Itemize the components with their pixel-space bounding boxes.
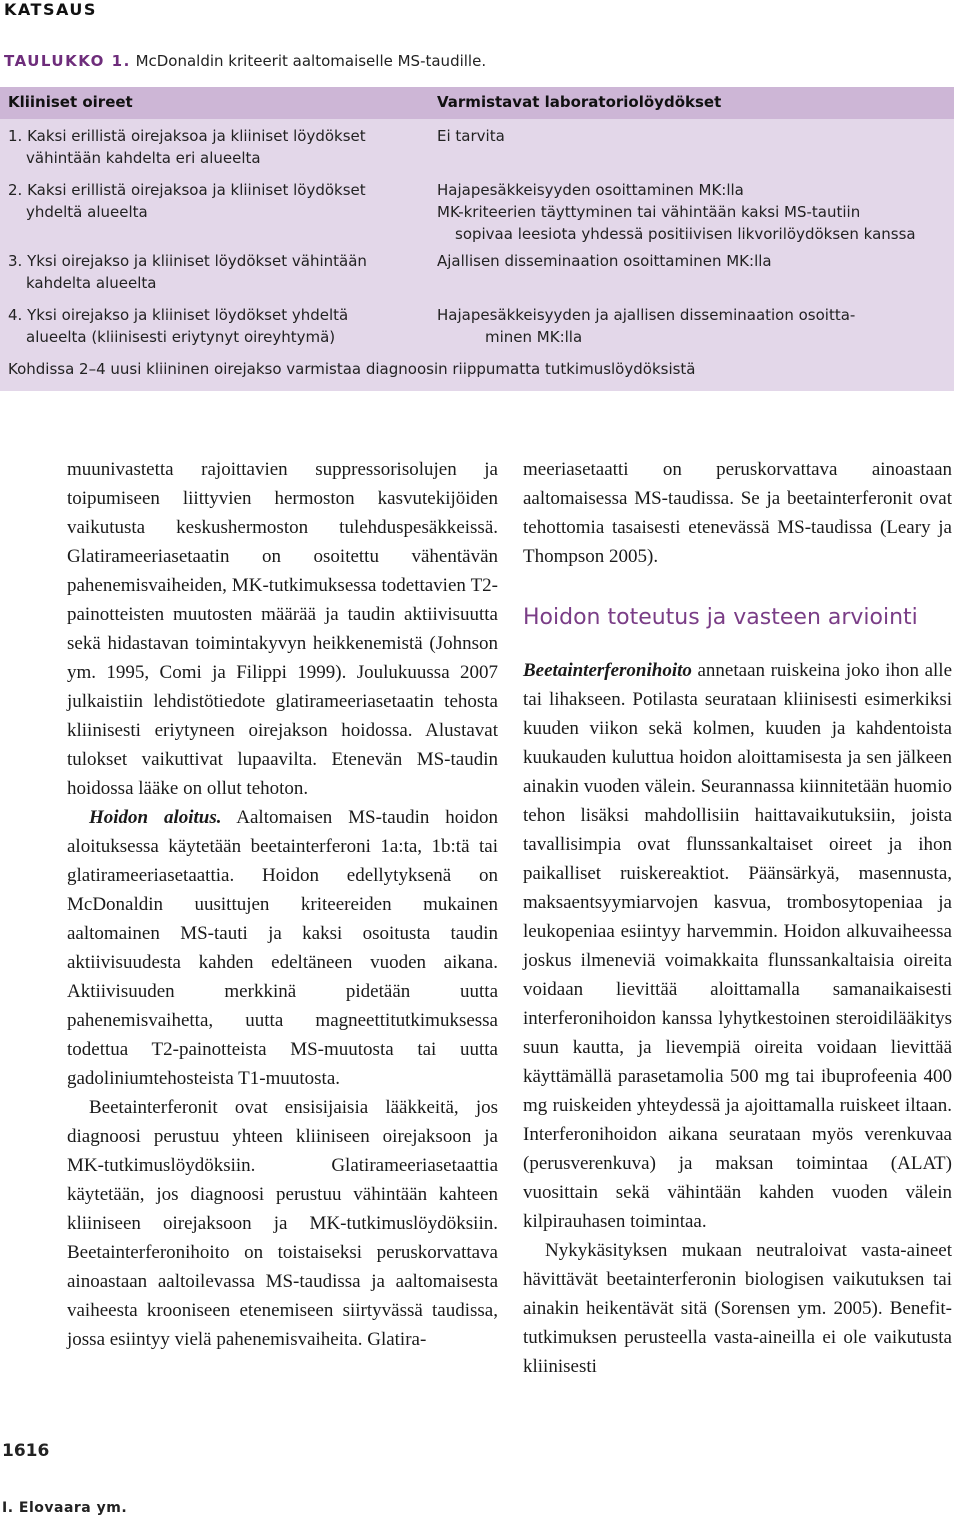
table-row-4-right: Hajapesäkkeisyyden ja ajallisen disseminaation osoitta- minen MK:lla [437,306,856,346]
table-row-1-right: Ei tarvita [437,127,505,145]
paragraph: Nykykäsityksen mukaan neutraloivat vasta-aineet hävittävät beetainterferonin biologisen vaikutuksen tai ainakin heikentävät sitä (Sorensen ym. 2005). Benefit-tutkimuksen perusteella vasta-aineilla ei ole vaikutusta kliinisesti [523,1240,952,1377]
table-row-2-left: 2. Kaksi erillistä oirejaksoa ja kliiniset löydökset yhdeltä alueelta [8,181,366,221]
right-text-column [523,455,952,1381]
page-number: 1616 [2,1441,50,1461]
header-clinical-symptoms: Kliiniset oireet [8,93,133,111]
paragraph-lead: Beetainterferonihoito [523,660,692,681]
left-text-column [67,455,498,1354]
table-caption [4,52,486,70]
table-row-3-right: Ajallisen disseminaation osoittaminen MK:lla [437,252,772,270]
table-label: TAULUKKO 1. [4,52,131,70]
paragraph: Beetainterferonit ovat ensisijaisia lääkkeitä, jos diagnoosi perustuu yhteen kliiniseen oirejaksoon ja MK-tutkimuslöydöksiin. Glatirameeriasetaattia käytetään, jos diagnoosi perustuu vähintään kahteen kliiniseen oirejaksoon ja MK-tutkimuslöydöksiin. Beetainterferonihoito on toistaiseksi peruskorvattava ainoastaan aaltoilevassa MS-taudissa ja aaltomaisesta vaiheesta krooniseen etenemiseen siirtyvässä taudissa, jossa esiintyy vielä pahenemisvaiheita. Glatira- [67,1097,498,1350]
paragraph: Hoidon aloitus. Aaltomaisen MS-taudin hoidon aloituksessa käytetään beetainterferoni 1a:ta, 1b:tä tai glatirameeriasetaattia. Hoidon edellytyksenä on McDonaldin uusittujen kriteereiden mukainen aaltomainen MS-tauti ja kaksi osoitusta taudin aktiivisuudesta kahden edeltäneen vuoden aikana. Aktiivisuuden merkkinä pidetään uutta pahenemisvaihetta, uutta magneettitutkimuksessa todettua T2-painotteista MS-muutosta tai uutta gadoliniumtehosteista T1-muutosta. [67,807,498,1089]
paragraph: muunivastetta rajoittavien suppressorisolujen ja toipumiseen liittyvien hermoston kasvutekijöiden vaikutusta keskushermoston tulehduspesäkkeissä. Glatirameeriasetaatin on osoitettu vähentävän pahenemisvaiheiden, MK-tutkimuksessa todettavien T2-painotteisten muutosten määrää ja taudin aktiivisuutta sekä hidastavan toimintakyvyn heikkenemistä (Johnson ym. 1995, Comi ja Filippi 1999). Joulukuussa 2007 julkaistiin lehdistötiedote glatirameeriasetaatin tehosta kliinisesti eriytyneen oirejakson hoidossa. Alustavat tulokset vaikuttivat lupaavilta. Etenevän MS-taudin hoidossa lääke on ollut tehoton. [67,459,498,799]
author-footer: I. Elovaara ym. [2,1500,128,1516]
table-row-3-left: 3. Yksi oirejakso ja kliiniset löydökset vähintään kahdelta alueelta [8,252,367,292]
table-header-row [0,87,954,119]
table-row-4-left: 4. Yksi oirejakso ja kliiniset löydökset yhdeltä alueelta (kliinisesti eriytynyt oireyhtymä) [8,306,349,346]
paragraph-lead: Hoidon aloitus. [89,807,222,828]
section-heading: Hoidon toteutus ja vasteen arviointi [523,605,918,630]
table-row-1-left: 1. Kaksi erillistä oirejaksoa ja kliiniset löydökset vähintään kahdelta eri alueelta [8,127,366,167]
table-footnote: Kohdissa 2–4 uusi kliininen oirejakso varmistaa diagnoosin riippumatta tutkimuslöydöksistä [8,360,696,378]
table-row-2-right: Hajapesäkkeisyyden osoittaminen MK:lla MK-kriteerien täyttyminen tai vähintään kaksi MS-tautiin sopivaa leesiota yhdessä positiivisen likvorilöydöksen kanssa [437,181,916,243]
paragraph: Beetainterferonihoito annetaan ruiskeina joko ihon alle tai lihakseen. Potilasta seurataan kliinisesti esimerkiksi kuuden viikon sekä kolmen, kuuden ja kahdentoista kuukauden kuluttua hoidon aloittamisesta ja sen jälkeen ainakin vuoden välein. Seurannassa kiinnitetään huomio tehon lisäksi mahdollisiin haittavaikutuksiin, joista tavallisimpia ovat flunssankaltaiset oireet ja ihon paikalliset ruiskereaktiot. Päänsärkyä, masennusta, maksaentsyymiarvojen kasvua, trombosytopeniaa ja leukopeniaa esiintyy harvemmin. Hoidon alkuvaiheessa joskus ilmeneviä voimakkaita flunssankaltaisia oireita voidaan lievittää aloittamalla samanaikaisesti interferonihoidon kanssa lyhytkestoinen steroidilääkitys suun kautta, ja lievempiä oireita voidaan lievittää käyttämällä parasetamolia 500 mg tai ibuprofeenia 400 mg ruiskeiden yhteydessä ja ajoittamalla ruiskeet iltaan. Interferonihoidon aikana seurataan myös verenkuvaa (perusverenkuva) ja maksan toimintaa (ALAT) vuosittain sekä vähintään kahden vuoden välein kilpirauhasen toimintaa. [523,660,952,1232]
criteria-table [0,87,954,391]
table-caption-text: McDonaldin kriteerit aaltomaiselle MS-taudille. [135,52,487,70]
paragraph: meeriasetaatti on peruskorvattava ainoastaan aaltomaisessa MS-taudissa. Se ja beetainterferonit ovat tehottomia tasaisesti etenevässä MS-taudissa (Leary ja Thompson 2005). [523,459,952,567]
header-lab-findings: Varmistavat laboratoriolöydökset [437,93,722,111]
section-label: KATSAUS [4,0,97,19]
